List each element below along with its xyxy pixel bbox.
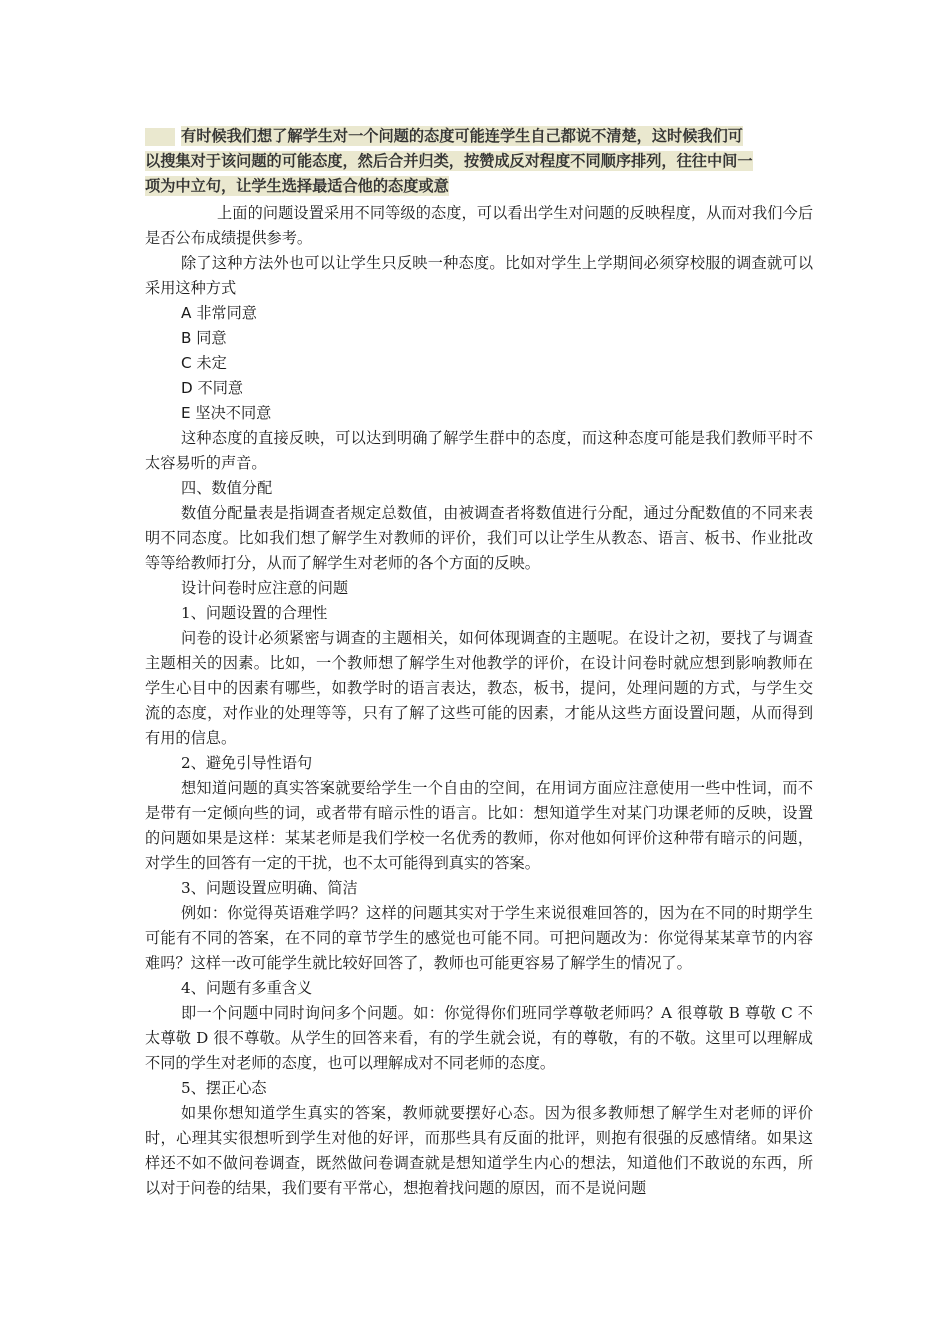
option-item: C 未定 (181, 354, 227, 372)
option-item: B 同意 (181, 329, 227, 347)
paragraph: 问卷的设计必须紧密与调查的主题相关，如何体现调查的主题呢。在设计之初，要找了与调查主题相关的因素。比如，一个教师想了解学生对他教学的评价，在设计问卷时就应想到影响教师在学生心目中的因素有哪些，如教学时的语言表达，教态，板书，提问，处理问题的方式，与学生交流的态度，对作业的处理等等，只有了解了这些可能的因素，才能从这些方面设置问题，从而得到有用的信息。 (145, 629, 813, 747)
paragraph: 如果你想知道学生真实的答案，教师就要摆好心态。因为很多教师想了解学生对老师的评价时，心理其实很想听到学生对他的好评，而那些具有反面的批评，则抱有很强的反感情绪。如果这样还不如不做问卷调查，既然做问卷调查就是想知道学生内心的想法，知道他们不敢说的东西，所以对于问卷的结果，我们要有平常心，想抱着找问题的原因，而不是说问题 (145, 1104, 813, 1197)
option-item: A 非常同意 (181, 304, 257, 322)
option-item: D 不同意 (181, 379, 244, 397)
section-heading: 设计问卷时应注意的问题 (181, 579, 349, 597)
section-heading: 四、数值分配 (181, 479, 273, 497)
paragraph: 即一个问题中同时询问多个问题。如：你觉得你们班同学尊敬老师吗？A 很尊敬 B 尊敬 C 不太尊敬 D 很不尊敬。从学生的回答来看，有的学生就会说，有的尊敬，有的不敬。这里可以理解成不同的学生对老师的态度，也可以理解成对不同老师的态度。 (145, 1004, 813, 1072)
document-page (145, 124, 813, 1201)
paragraph: 除了这种方法外也可以让学生只反映一种态度。比如对学生上学期间必须穿校服的调查就可以采用这种方式 (145, 254, 813, 297)
paragraph: 上面的问题设置采用不同等级的态度，可以看出学生对问题的反映程度，从而对我们今后是否公布成绩提供参考。 (145, 204, 813, 247)
highlighted-paragraph (145, 124, 813, 199)
subsection-heading: 1、问题设置的合理性 (181, 604, 328, 622)
subsection-heading: 3、问题设置应明确、简洁 (181, 879, 358, 897)
paragraph: 这种态度的直接反映，可以达到明确了解学生群中的态度，而这种态度可能是我们教师平时不太容易听的声音。 (145, 429, 813, 472)
option-item: E 坚决不同意 (181, 404, 272, 422)
subsection-heading: 2、避免引导性语句 (181, 754, 313, 772)
subsection-heading: 4、问题有多重含义 (181, 979, 313, 997)
highlight-indent (145, 128, 175, 146)
paragraph: 数值分配量表是指调查者规定总数值，由被调查者将数值进行分配，通过分配数值的不同来表明不同态度。比如我们想了解学生对教师的评价，我们可以让学生从教态、语言、板书、作业批改等等给教师打分，从而了解学生对老师的各个方面的反映。 (145, 504, 813, 572)
highlight-line: 有时候我们想了解学生对一个问题的态度可能连学生自己都说不清楚，这时候我们可 (145, 124, 813, 149)
paragraph: 例如：你觉得英语难学吗？这样的问题其实对于学生来说很难回答的，因为在不同的时期学生可能有不同的答案，在不同的章节学生的感觉也可能不同。可把问题改为：你觉得某某章节的内容难吗？这样一改可能学生就比较好回答了，教师也可能更容易了解学生的情况了。 (145, 904, 813, 972)
highlight-line: 项为中立句，让学生选择最适合他的态度或意 (145, 177, 449, 195)
subsection-heading: 5、摆正心态 (181, 1079, 267, 1097)
highlight-line: 以搜集对于该问题的可能态度，然后合并归类，按赞成反对程度不同顺序排列，往往中间一 (145, 152, 753, 170)
paragraph: 想知道问题的真实答案就要给学生一个自由的空间，在用词方面应注意使用一些中性词，而不是带有一定倾向些的词，或者带有暗示性的语言。比如：想知道学生对某门功课老师的反映，设置的问题如果是这样：某某老师是我们学校一名优秀的教师，你对他如何评价这种带有暗示的问题，对学生的回答有一定的干扰，也不太可能得到真实的答案。 (145, 779, 813, 872)
